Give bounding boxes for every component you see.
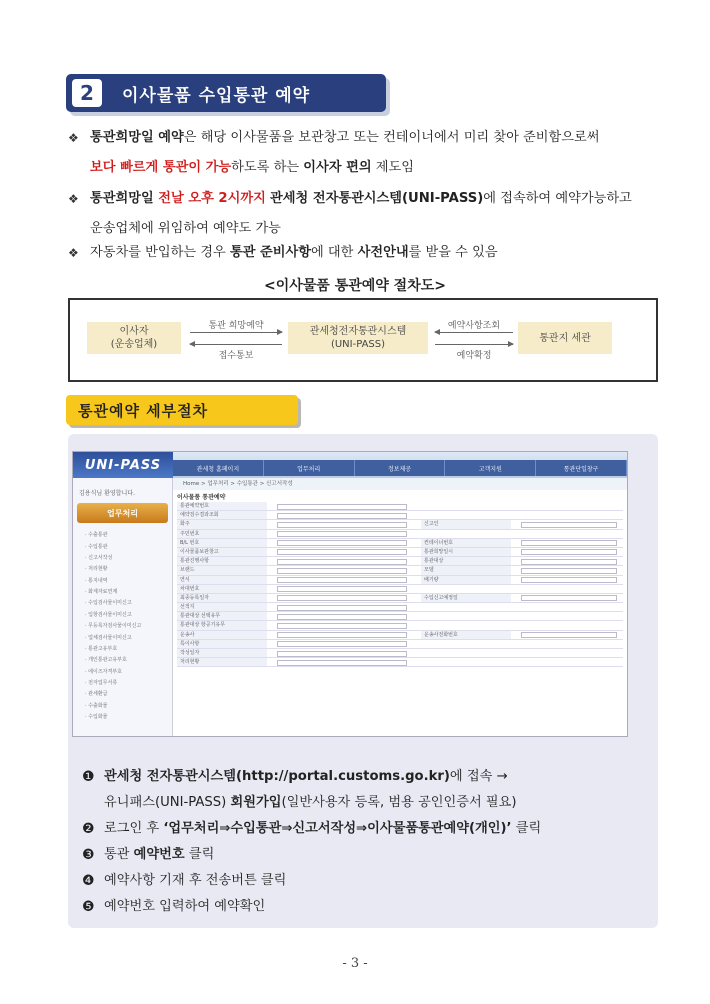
- screenshot-field-label: 연식: [177, 576, 267, 584]
- screenshot-field-input[interactable]: [277, 504, 407, 510]
- screenshot-form-row: [177, 566, 623, 575]
- bullet-text: 에 접속하여 예약가능하고: [483, 191, 632, 206]
- screenshot-field-label: 예약검수결과조회: [177, 511, 267, 519]
- screenshot-field-input[interactable]: [521, 549, 617, 555]
- bullet-text: 통관희망일: [90, 191, 159, 206]
- screenshot-side-item[interactable]: · 업체검사물이미신고: [85, 634, 132, 641]
- bullet-mark-icon: ❖: [68, 192, 79, 206]
- step-text: 에 접속 →: [449, 769, 508, 784]
- screenshot-field-input[interactable]: [521, 559, 617, 565]
- screenshot-form-row: [177, 520, 623, 529]
- bullet-item: [68, 123, 658, 183]
- screenshot-form-row: [177, 502, 623, 511]
- arrow2-right: [435, 344, 513, 345]
- screenshot-side-item[interactable]: · 수입검사물이미신고: [85, 600, 132, 607]
- screenshot-field-input[interactable]: [277, 568, 407, 574]
- arrow1-top-label: 통관 희망예약: [208, 321, 264, 331]
- step-item: [82, 868, 652, 894]
- diagram-title: <이사물품 통관예약 절차도>: [264, 278, 446, 294]
- step-text: 클릭: [511, 821, 542, 836]
- screenshot-field-input[interactable]: [277, 641, 407, 647]
- screenshot-sidebar: [73, 478, 173, 736]
- step-number-icon: ❶: [82, 769, 95, 785]
- screenshot-field-label: 통관희망일시: [421, 548, 511, 556]
- page-number: - 3 -: [342, 956, 368, 971]
- screenshot-menu-item[interactable]: 통관단일창구: [536, 460, 627, 476]
- bullet-text: 제도임: [371, 160, 414, 175]
- arrow1-bottom-label: 접수통보: [218, 351, 254, 361]
- screenshot-side-item[interactable]: · 화계자료연계: [85, 589, 118, 596]
- screenshot-field-input[interactable]: [521, 568, 617, 574]
- unipass-logo: UNI-PASS: [73, 452, 173, 478]
- screenshot-field-label: 운송사전화번호: [421, 631, 511, 639]
- screenshot-field-label: 운송사: [177, 631, 267, 639]
- screenshot-field-label: 화주: [177, 520, 267, 528]
- section-number: 2: [72, 79, 102, 107]
- step-number-icon: ❸: [82, 847, 95, 863]
- screenshot-menu-item[interactable]: 고객지원: [445, 460, 536, 476]
- screenshot-form-row: [177, 603, 623, 612]
- screenshot-side-item[interactable]: · 입항검사물이미신고: [85, 611, 132, 618]
- bullet-text: 보다 빠르게 통관이 가능: [90, 160, 232, 175]
- arrow2-top-label: 예약사항조회: [447, 321, 501, 331]
- arrow2-left: [435, 332, 513, 333]
- bullet-text: 통관 준비사항: [229, 245, 311, 260]
- screenshot-menu-item[interactable]: 관세청 홈페이지: [173, 460, 264, 476]
- bullet-mark-icon: ❖: [68, 246, 79, 260]
- screenshot-form-row: [177, 557, 623, 566]
- screenshot-field-input[interactable]: [277, 651, 407, 657]
- diagram-box-unipass: [288, 322, 428, 354]
- screenshot-side-item[interactable]: · 수출화물: [85, 702, 108, 709]
- step-text: (일반사용자 등록, 범용 공인인증서 필요): [281, 795, 517, 810]
- step-item: [82, 790, 652, 816]
- screenshot-field-input[interactable]: [277, 623, 407, 629]
- screenshot-form-row: [177, 576, 623, 585]
- step-text: 예약사항 기재 후 전송버튼 클릭: [104, 873, 287, 888]
- step-text: 예약번호 입력하여 예약확인: [104, 899, 266, 914]
- screenshot-field-input[interactable]: [277, 549, 407, 555]
- step-text: 로그인 후: [104, 821, 164, 836]
- subsection-header: [66, 395, 298, 425]
- screenshot-form-row: [177, 511, 623, 520]
- screenshot-side-item[interactable]: · 통관고유부호: [85, 645, 118, 652]
- step-list: [82, 764, 652, 920]
- screenshot-field-input[interactable]: [521, 577, 617, 583]
- screenshot-field-label: 이사물품보관창고: [177, 548, 267, 556]
- screenshot-field-label: 차대번호: [177, 585, 267, 593]
- screenshot-form-row: [177, 640, 623, 649]
- bullet-line: [68, 184, 658, 214]
- step-text: 통관: [104, 847, 134, 862]
- screenshot-field-label: 수입신고예정일: [421, 594, 511, 602]
- bullet-text: 에 대한: [311, 245, 358, 260]
- bullet-mark-icon: ❖: [68, 131, 79, 145]
- screenshot-form-row: [177, 594, 623, 603]
- screenshot-field-label: 통관대상 선택유무: [177, 612, 267, 620]
- screenshot-field-label: 브랜드: [177, 566, 267, 574]
- bullet-line: [68, 123, 658, 153]
- screenshot-field-input[interactable]: [277, 605, 407, 611]
- screenshot-breadcrumb: Home > 업무처리 > 수입통관 > 신고서작성: [173, 478, 627, 490]
- screenshot-field-input[interactable]: [277, 614, 407, 620]
- screenshot-form: [177, 492, 623, 732]
- screenshot-form-row: [177, 539, 623, 548]
- screenshot-form-row: [177, 658, 623, 667]
- screenshot-form-row: [177, 631, 623, 640]
- screenshot-field-label: 특이사항: [177, 640, 267, 648]
- section-title: 이사물품 수입통관 예약: [122, 85, 311, 106]
- diagram-box-unipass-label: 관세청전자통관시스템 (UNI-PASS): [309, 326, 407, 350]
- screenshot-form-row: [177, 649, 623, 658]
- screenshot-side-head: 업무처리: [77, 503, 168, 523]
- screenshot-field-input[interactable]: [277, 586, 407, 592]
- screenshot-menu-item[interactable]: 업무처리: [264, 460, 355, 476]
- bullet-item: [68, 238, 658, 268]
- screenshot-field-label: 선적지: [177, 603, 267, 611]
- screenshot-form-row: [177, 621, 623, 630]
- screenshot-field-input[interactable]: [277, 632, 407, 638]
- screenshot-field-label: 배기량: [421, 576, 511, 584]
- step-text: 예약번호: [133, 847, 185, 862]
- step-item: [82, 764, 652, 790]
- screenshot-side-item[interactable]: · 신고서작성: [85, 554, 113, 561]
- screenshot-side-item[interactable]: · 처리현황: [85, 566, 108, 573]
- screenshot-field-label: 컨테이너번호: [421, 539, 511, 547]
- screenshot-field-input[interactable]: [277, 540, 407, 546]
- diagram-box-mover-label: 이사자 (운송업체): [110, 326, 158, 350]
- screenshot-field-input[interactable]: [277, 531, 407, 537]
- screenshot-field-input[interactable]: [521, 595, 617, 601]
- screenshot-field-input[interactable]: [521, 632, 617, 638]
- arrow1-right: [190, 332, 282, 333]
- screenshot-side-item[interactable]: · 전자업무서류: [85, 680, 118, 687]
- screenshot-side-item[interactable]: · 무등록자검사물이미신고: [85, 623, 142, 630]
- screenshot-side-item[interactable]: · 통지내역: [85, 577, 108, 584]
- subsection-title: 통관예약 세부절차: [78, 401, 209, 420]
- bullet-text: 자동차를 반입하는 경우: [90, 245, 230, 260]
- screenshot-field-input[interactable]: [521, 522, 617, 528]
- screenshot-field-label: 통관대상 항공기유무: [177, 621, 267, 629]
- bullet-text: 를 받을 수 있음: [408, 245, 498, 260]
- screenshot-field-label: 통관진행사항: [177, 557, 267, 565]
- screenshot-form-title: 이사물품 통관예약: [177, 494, 226, 501]
- unipass-screenshot: [72, 451, 628, 737]
- screenshot-field-label: 통관예약번호: [177, 502, 267, 510]
- screenshot-field-input[interactable]: [277, 522, 407, 528]
- screenshot-field-label: B/L 번호: [177, 539, 267, 547]
- screenshot-form-row: [177, 548, 623, 557]
- screenshot-field-input[interactable]: [521, 540, 617, 546]
- bullet-line: [68, 238, 658, 268]
- screenshot-side-item[interactable]: · 에이즈자격부호: [85, 668, 122, 675]
- screenshot-side-items: [73, 529, 172, 722]
- step-text: 관세청 전자통관시스템(http://portal.customs.go.kr): [104, 769, 450, 784]
- diagram-box-mover: [87, 322, 181, 354]
- screenshot-field-input[interactable]: [277, 513, 407, 519]
- screenshot-field-label: 모델: [421, 566, 511, 574]
- step-number-icon: ❹: [82, 873, 95, 889]
- bullet-text: 통관희망일 예약: [90, 130, 184, 145]
- arrow1-left: [190, 344, 282, 345]
- step-item: [82, 816, 652, 842]
- bullet-text: 관세청 전자통관시스템(UNI-PASS): [270, 191, 484, 206]
- diagram-box-customs: [518, 322, 612, 354]
- bullet-text: 운송업체에 위임하여 예약도 가능: [90, 221, 281, 236]
- screenshot-side-item[interactable]: · 수입통관: [85, 543, 108, 550]
- screenshot-form-row: [177, 612, 623, 621]
- bullet-item: [68, 184, 658, 244]
- bullet-text: 하도록 하는: [231, 160, 304, 175]
- screenshot-menu-item[interactable]: 정보제공: [355, 460, 446, 476]
- arrow2-bottom-label: 예약확정: [456, 351, 492, 361]
- screenshot-field-label: 최종등록일자: [177, 594, 267, 602]
- screenshot-field-label: 신고인: [421, 520, 511, 528]
- step-number-icon: ❺: [82, 899, 95, 915]
- screenshot-side-item[interactable]: · 개인통관고유부호: [85, 657, 127, 664]
- screenshot-field-label: 작성일자: [177, 649, 267, 657]
- screenshot-field-input[interactable]: [277, 595, 407, 601]
- screenshot-form-row: [177, 585, 623, 594]
- bullet-text: 은 해당 이사물품을 보관창고 또는 컨테이너에서 미리 찾아 준비함으로써: [183, 130, 600, 145]
- screenshot-menu: [173, 460, 627, 476]
- screenshot-field-label: 주민번호: [177, 530, 267, 538]
- section-header: [66, 74, 386, 112]
- screenshot-field-input[interactable]: [277, 577, 407, 583]
- screenshot-welcome: 김용식님 환영합니다.: [79, 490, 135, 497]
- bullet-text: 전날 오후 2시까지: [158, 191, 266, 206]
- bullet-text: 이사자 편의: [303, 160, 372, 175]
- screenshot-field-label: 처리현황: [177, 658, 267, 666]
- step-text: 클릭: [184, 847, 215, 862]
- step-item: [82, 894, 652, 920]
- screenshot-side-item[interactable]: · 관세환급: [85, 691, 108, 698]
- step-text: 회원가입: [230, 795, 282, 810]
- diagram-box-customs-label: 통관지 세관: [539, 332, 591, 344]
- bullet-text: 사전안내: [357, 245, 409, 260]
- screenshot-field-label: 통관대상: [421, 557, 511, 565]
- screenshot-side-item[interactable]: · 수입화물: [85, 714, 108, 721]
- step-item: [82, 842, 652, 868]
- screenshot-field-input[interactable]: [277, 660, 407, 666]
- bullet-line: [68, 153, 658, 183]
- procedure-diagram: [68, 298, 658, 382]
- screenshot-field-input[interactable]: [277, 559, 407, 565]
- step-text: ‘업무처리⇒수입통관⇒신고서작성⇒이사물품통관예약(개인)’: [163, 821, 512, 836]
- step-text: 유니패스(UNI-PASS): [104, 795, 231, 810]
- screenshot-form-row: [177, 530, 623, 539]
- screenshot-form-rows: [177, 502, 623, 667]
- step-number-icon: ❷: [82, 821, 95, 837]
- screenshot-side-item[interactable]: · 수출통관: [85, 532, 108, 539]
